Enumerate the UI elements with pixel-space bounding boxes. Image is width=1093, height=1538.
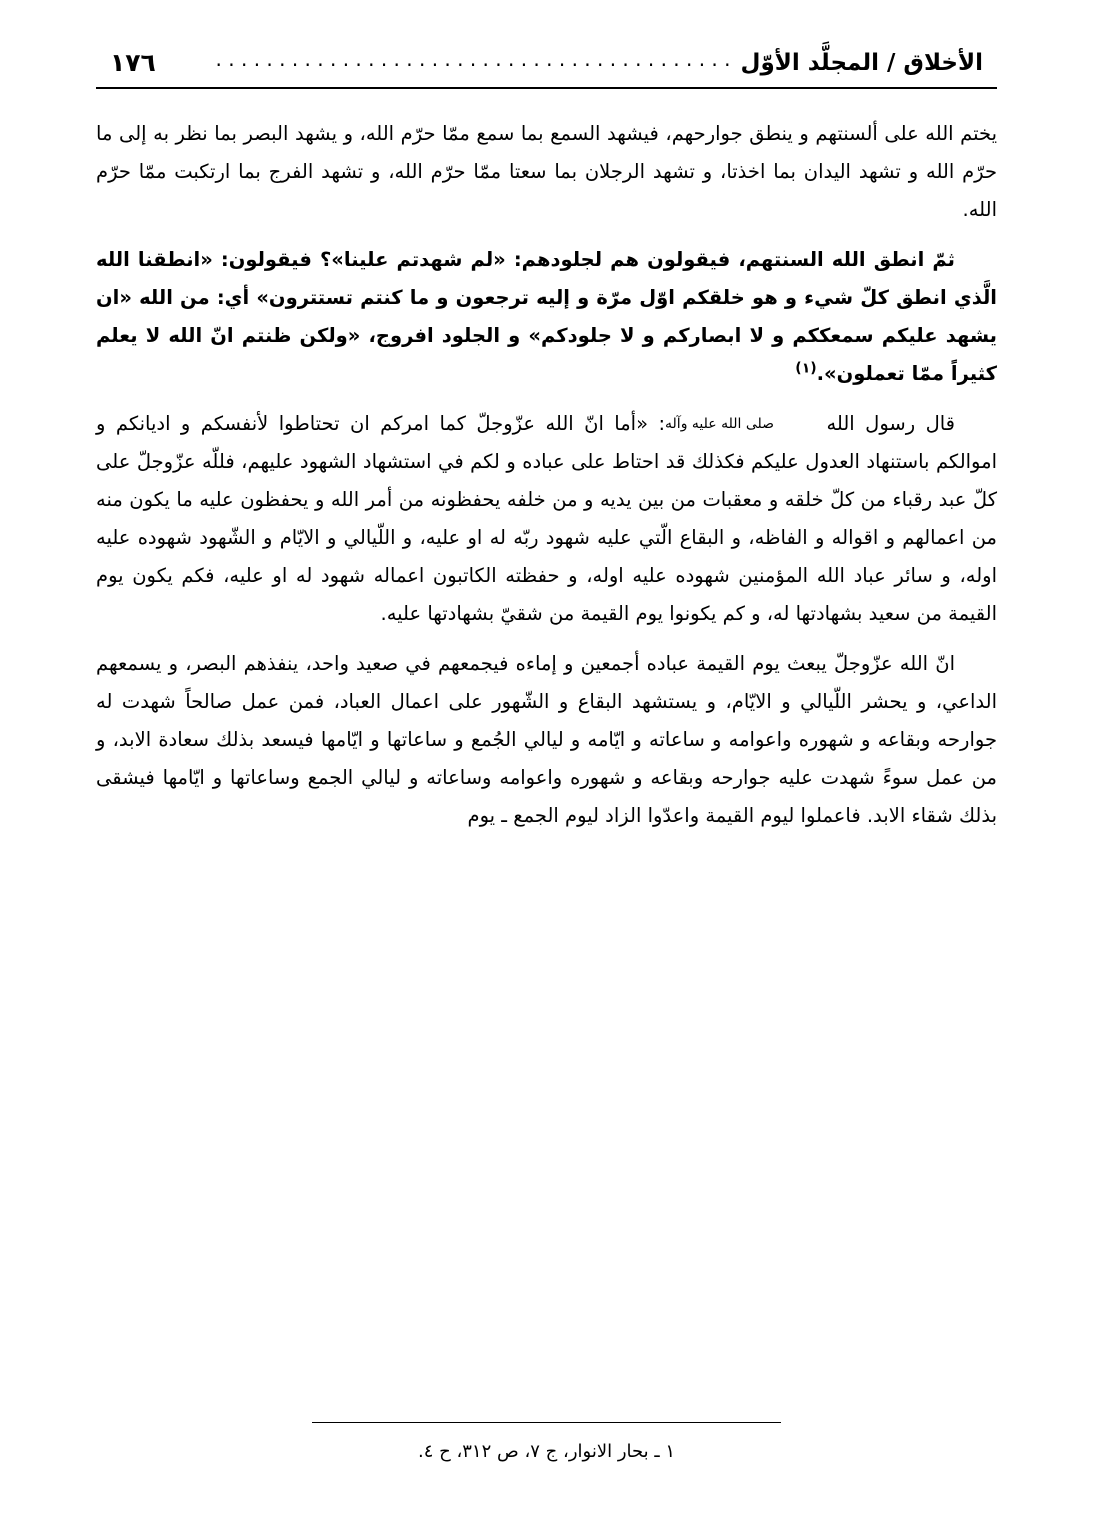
header-book-title: الأخلاق / المجلَّد الأوّل (740, 49, 983, 76)
salawat-glyph: صلى الله عليه وآله (665, 416, 775, 433)
paragraph-4: انّ الله عزّوجلّ يبعث يوم القيمة عباده أجمعين و إماءه فيجمعهم في صعيد واحد، ينفذهم البصر، و يسمعهم الداعي، و يحشر اللّيالي و الايّام، و يستشهد البقاع و الشّهور على اعمال العباد، فمن عمل صالحاً شهدت له جوارحه وبقاعه و شهوره واعوامه و ساعاته و ايّامه و ليالي الجُمع و ساعاتها و ايّامها فيسعد بذلك سعادة الابد، و من عمل سوءً شهدت عليه جوارحه وبقاعه و شهوره واعوامه وساعاته و ليالي الجمع وساعاتها و ايّامها فيشقى بذلك شقاء الابد. فاعملوا ليوم القيمة واعدّوا الزاد ليوم الجمع ـ يوم (96, 652, 997, 828)
footnote-divider (312, 1422, 781, 1423)
footnote-marker-1: (١) (795, 360, 817, 377)
footnote-entry-1: ١ ـ بحار الانوار، ج ٧، ص ٣١٢، ح ٤. (417, 1441, 676, 1463)
header-dot-leader: . . . . . . . . . . . . . . . . . . . . . . . . . . . . . . . . . . . . . . . . . (215, 48, 731, 69)
page-header (96, 48, 997, 83)
page-number: ١٧٦ (110, 48, 156, 77)
paragraph-2-text: ثمّ انطق الله السنتهم، فيقولون هم لجلودهم: «لم شهدتم علينا»؟ فيقولون: «انطقنا الله الَّذي انطق كلّ شيء و هو خلقكم اوّل مرّة و إليه ترجعون و ما كنتم تستترون» أي: من الله «ان يشهد عليكم سمعككم و لا ابصاركم و لا جلودكم» و الجلود افروج، «ولكن ظنتم انّ الله لا يعلم كثيراً ممّا تعملون». (96, 248, 997, 386)
paragraph-1: يختم الله على ألسنتهم و ينطق جوارحهم، فيشهد السمع بما سمع ممّا حرّم الله، و يشهد البصر بما نظر به إلى ما حرّم الله و تشهد اليدان بما اخذتا، و تشهد الرجلان بما سعتا ممّا حرّم الله، و تشهد الفرج بما ارتكبت ممّا حرّم الله. (96, 122, 997, 222)
paragraph-3-text: : «أما انّ الله عزّوجلّ كما امركم ان تحتاطوا لأنفسكم و اديانكم و اموالكم باستنهاد العدول عليكم فكذلك قد احتاط على عباده و لكم في استشهاد الشهود عليهم، فللّه عزّوجلّ على كلّ عبد رقباء من كلّ خلقه و معقبات من بين يديه و من خلفه يحفظونه من أمر الله و يحفظون عليه ما يكون منه من اعمالهم و اقواله و الفاظه، و البقاع الّتي عليه شهود ربّه له او عليه، و اللّيالي و الايّام و الشّهود شهوده عليه اوله، و سائر عباد الله المؤمنين شهوده عليه اوله، و حفظته الكاتبون اعماله شهود له او عليه، فكم يكون يوم القيمة من سعيد بشهادتها له، و كم يكونوا يوم القيمة من شقيّ بشهادتها عليه. (96, 412, 997, 626)
header-divider (96, 87, 997, 89)
footnote-area (96, 1422, 997, 1468)
paragraph-2 (96, 241, 997, 393)
paragraph-3 (96, 405, 997, 633)
paragraph-3-lead: قال رسول الله (826, 412, 955, 436)
page-body (96, 115, 997, 835)
